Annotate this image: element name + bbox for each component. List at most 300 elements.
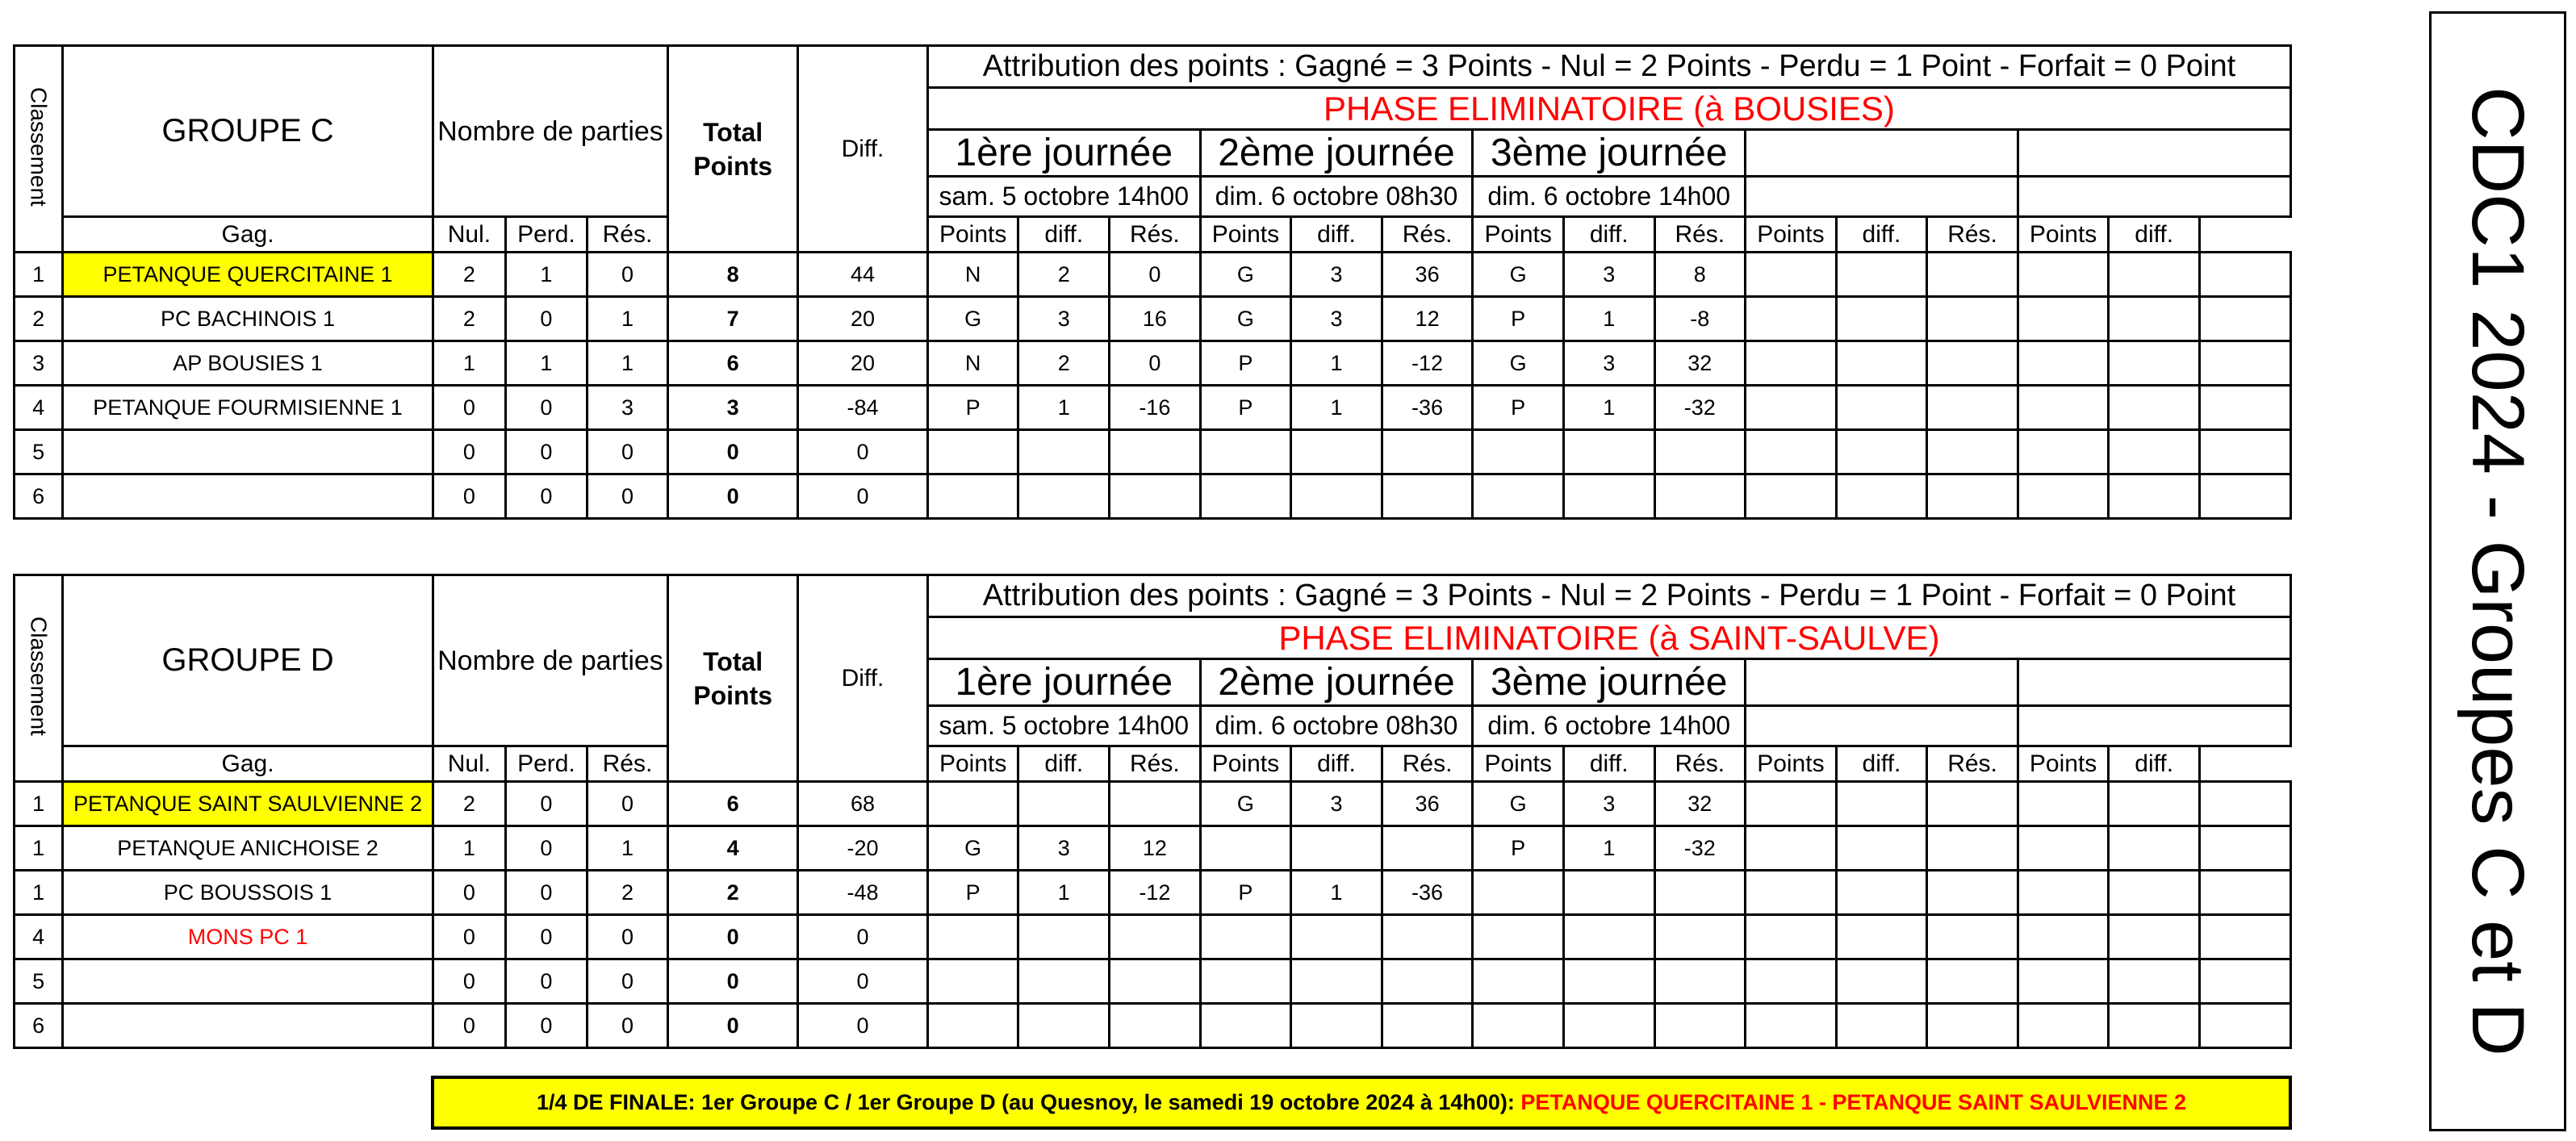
result-diff-cell: 32 (1654, 341, 1746, 386)
diff-sub-header: diff. (1291, 746, 1382, 782)
result-points-cell (2109, 826, 2200, 871)
day-label (2018, 659, 2290, 706)
points-header: Points (927, 217, 1018, 253)
gag-cell: 0 (433, 871, 505, 915)
team-name-cell: PC BACHINOIS 1 (63, 297, 433, 341)
result-diff-cell: 32 (1654, 782, 1746, 826)
result-diff-cell: 0 (1110, 253, 1201, 297)
result-diff-cell (1654, 871, 1746, 915)
result-diff-cell (2199, 1004, 2290, 1048)
result-cell (1473, 959, 1564, 1004)
nul-cell: 1 (506, 253, 588, 297)
result-cell: G (1473, 341, 1564, 386)
result-cell (2018, 915, 2109, 959)
table-row (15, 430, 2291, 474)
rank-cell: 1 (15, 782, 63, 826)
diff-cell: 68 (798, 782, 928, 826)
result-cell: G (1473, 253, 1564, 297)
result-cell (1200, 474, 1291, 519)
total-points-header: Total Points (668, 575, 798, 782)
diff-cell: 0 (798, 1004, 928, 1048)
result-diff-cell (1654, 430, 1746, 474)
gag-cell: 2 (433, 253, 505, 297)
result-diff-cell (1110, 1004, 1201, 1048)
team-name-cell (63, 1004, 433, 1048)
result-points-cell (1018, 782, 1110, 826)
result-points-cell (2109, 782, 2200, 826)
perd-cell: 0 (587, 915, 668, 959)
result-diff-cell (1110, 474, 1201, 519)
result-points-cell (1018, 1004, 1110, 1048)
nombre-parties-header: Nombre de parties (433, 575, 668, 746)
result-diff-cell: 8 (1654, 253, 1746, 297)
result-points-cell (1836, 826, 1927, 871)
result-cell: P (1200, 341, 1291, 386)
result-cell (1746, 341, 1837, 386)
day-date: dim. 6 octobre 08h30 (1200, 706, 1473, 746)
res-header: Rés. (1110, 746, 1201, 782)
result-cell: N (927, 253, 1018, 297)
result-diff-cell (1382, 959, 1473, 1004)
rank-cell: 3 (15, 341, 63, 386)
result-cell (1473, 474, 1564, 519)
result-cell: G (1473, 782, 1564, 826)
result-cell (1746, 297, 1837, 341)
table-row (15, 253, 2291, 297)
gag-cell: 0 (433, 430, 505, 474)
rank-cell: 1 (15, 253, 63, 297)
nul-cell: 0 (506, 826, 588, 871)
result-points-cell (1018, 474, 1110, 519)
team-name-cell: PETANQUE SAINT SAULVIENNE 2 (63, 782, 433, 826)
day-date: dim. 6 octobre 08h30 (1200, 177, 1473, 217)
result-diff-cell: -8 (1654, 297, 1746, 341)
day-label: 3ème journée (1473, 659, 1746, 706)
day-date: sam. 5 octobre 14h00 (927, 706, 1200, 746)
day-label: 1ère journée (927, 130, 1200, 177)
result-cell: G (1200, 297, 1291, 341)
day-label (1746, 659, 2018, 706)
result-diff-cell (2199, 430, 2290, 474)
res-header: Rés. (1110, 217, 1201, 253)
result-diff-cell: -12 (1110, 871, 1201, 915)
rank-cell: 1 (15, 871, 63, 915)
result-cell (2018, 386, 2109, 430)
result-cell (1473, 915, 1564, 959)
result-diff-cell (1110, 782, 1201, 826)
rank-cell: 1 (15, 826, 63, 871)
team-name-cell (63, 430, 433, 474)
result-points-cell (1836, 1004, 1927, 1048)
result-cell (1473, 1004, 1564, 1048)
result-cell (2018, 430, 2109, 474)
res-header: Rés. (1382, 217, 1473, 253)
result-diff-cell (1927, 297, 2018, 341)
result-points-cell (2109, 915, 2200, 959)
nul-cell: 0 (506, 474, 588, 519)
res-header: Rés. (1654, 217, 1746, 253)
result-points-cell: 1 (1563, 297, 1654, 341)
result-points-cell: 3 (1563, 253, 1654, 297)
result-diff-cell (1927, 826, 2018, 871)
diff-cell: -48 (798, 871, 928, 915)
total-cell: 0 (668, 474, 798, 519)
day-date (2018, 177, 2290, 217)
diff-cell: 0 (798, 430, 928, 474)
result-cell (2018, 1004, 2109, 1048)
result-points-cell (2109, 871, 2200, 915)
result-diff-cell: 12 (1110, 826, 1201, 871)
result-points-cell: 1 (1291, 386, 1382, 430)
result-points-cell (1291, 959, 1382, 1004)
team-name-cell: MONS PC 1 (63, 915, 433, 959)
result-cell: G (1200, 253, 1291, 297)
result-diff-cell (1927, 959, 2018, 1004)
result-points-cell (1836, 474, 1927, 519)
table-row (15, 826, 2291, 871)
final-match: PETANQUE QUERCITAINE 1 - PETANQUE SAINT SAULVIENNE 2 (1520, 1090, 2186, 1114)
nul-cell: 0 (506, 915, 588, 959)
team-name-cell (63, 474, 433, 519)
result-cell: P (1473, 386, 1564, 430)
result-diff-cell (1927, 253, 2018, 297)
result-cell (927, 474, 1018, 519)
team-name-cell: PC BOUSSOIS 1 (63, 871, 433, 915)
diff-cell: 20 (798, 297, 928, 341)
points-header: Points (927, 746, 1018, 782)
result-points-cell: 3 (1291, 253, 1382, 297)
table-row (15, 959, 2291, 1004)
result-diff-cell (1382, 474, 1473, 519)
result-points-cell (2109, 341, 2200, 386)
points-header: Points (1746, 217, 1837, 253)
points-header: Points (1473, 746, 1564, 782)
result-points-cell (1836, 871, 1927, 915)
rank-cell: 6 (15, 1004, 63, 1048)
nul-header: Nul. (433, 746, 505, 782)
perd-cell: 0 (587, 1004, 668, 1048)
result-points-cell (1291, 915, 1382, 959)
diff-sub-header: diff. (1018, 217, 1110, 253)
perd-header: Perd. (506, 746, 588, 782)
result-cell (1746, 871, 1837, 915)
result-points-cell (1018, 915, 1110, 959)
perd-cell: 3 (587, 386, 668, 430)
perd-cell: 0 (587, 959, 668, 1004)
perd-header: Perd. (506, 217, 588, 253)
table-row (15, 782, 2291, 826)
res-header: Rés. (587, 746, 668, 782)
points-attribution: Attribution des points : Gagné = 3 Points - Nul = 2 Points - Perdu = 1 Point - Forfait = 0 Point (927, 575, 2290, 617)
result-diff-cell (1382, 915, 1473, 959)
diff-cell: 0 (798, 915, 928, 959)
result-points-cell (1836, 430, 1927, 474)
result-points-cell (2109, 253, 2200, 297)
result-diff-cell (2199, 871, 2290, 915)
day-date (1746, 706, 2018, 746)
result-diff-cell: -12 (1382, 341, 1473, 386)
diff-sub-header: diff. (1563, 217, 1654, 253)
result-points-cell (1836, 959, 1927, 1004)
result-points-cell: 3 (1563, 782, 1654, 826)
result-points-cell (2109, 959, 2200, 1004)
group-c-table (13, 44, 2292, 520)
result-diff-cell (1382, 826, 1473, 871)
phase-title: PHASE ELIMINATOIRE (à BOUSIES) (927, 88, 2290, 130)
day-date: sam. 5 octobre 14h00 (927, 177, 1200, 217)
diff-sub-header: diff. (1836, 217, 1927, 253)
result-points-cell: 2 (1018, 253, 1110, 297)
result-points-cell (1563, 1004, 1654, 1048)
gag-cell: 0 (433, 386, 505, 430)
result-points-cell (1836, 341, 1927, 386)
day-date: dim. 6 octobre 14h00 (1473, 177, 1746, 217)
rank-cell: 5 (15, 959, 63, 1004)
result-cell (2018, 474, 2109, 519)
result-diff-cell (1927, 915, 2018, 959)
table-row (15, 915, 2291, 959)
result-diff-cell (2199, 386, 2290, 430)
result-diff-cell: 0 (1110, 341, 1201, 386)
result-diff-cell: -32 (1654, 826, 1746, 871)
result-points-cell (1836, 253, 1927, 297)
nombre-parties-header: Nombre de parties (433, 46, 668, 217)
result-points-cell: 1 (1291, 341, 1382, 386)
result-points-cell (1836, 915, 1927, 959)
result-points-cell: 3 (1291, 782, 1382, 826)
total-cell: 6 (668, 782, 798, 826)
day-label (2018, 130, 2290, 177)
result-points-cell: 3 (1563, 341, 1654, 386)
nul-header: Nul. (433, 217, 505, 253)
total-cell: 0 (668, 915, 798, 959)
result-diff-cell: 12 (1382, 297, 1473, 341)
result-diff-cell (2199, 782, 2290, 826)
result-cell (927, 430, 1018, 474)
result-cell (1746, 253, 1837, 297)
result-cell (1746, 1004, 1837, 1048)
result-cell: P (1473, 826, 1564, 871)
team-name-cell: AP BOUSIES 1 (63, 341, 433, 386)
result-diff-cell: -36 (1382, 386, 1473, 430)
result-diff-cell (1110, 915, 1201, 959)
day-label (1746, 130, 2018, 177)
result-cell (2018, 341, 2109, 386)
diff-sub-header: diff. (2109, 746, 2200, 782)
table-row (15, 871, 2291, 915)
result-diff-cell (2199, 253, 2290, 297)
result-diff-cell (2199, 474, 2290, 519)
day-label: 1ère journée (927, 659, 1200, 706)
result-points-cell (1018, 959, 1110, 1004)
result-points-cell: 2 (1018, 341, 1110, 386)
result-cell (2018, 782, 2109, 826)
points-header: Points (1200, 746, 1291, 782)
result-diff-cell (1927, 1004, 2018, 1048)
result-cell (2018, 253, 2109, 297)
result-cell (927, 1004, 1018, 1048)
gag-cell: 1 (433, 826, 505, 871)
rank-cell: 6 (15, 474, 63, 519)
result-diff-cell: 36 (1382, 253, 1473, 297)
diff-sub-header: diff. (1836, 746, 1927, 782)
gag-cell: 1 (433, 341, 505, 386)
diff-cell: 44 (798, 253, 928, 297)
diff-cell: 20 (798, 341, 928, 386)
result-points-cell (1563, 915, 1654, 959)
perd-cell: 0 (587, 430, 668, 474)
result-diff-cell (1110, 959, 1201, 1004)
result-cell (1746, 782, 1837, 826)
result-points-cell: 3 (1018, 826, 1110, 871)
result-diff-cell (2199, 341, 2290, 386)
result-cell (1200, 1004, 1291, 1048)
result-cell: G (1200, 782, 1291, 826)
table-row (15, 474, 2291, 519)
result-diff-cell (1927, 386, 2018, 430)
nul-cell: 0 (506, 959, 588, 1004)
group-name: GROUPE C (63, 46, 433, 217)
perd-cell: 0 (587, 782, 668, 826)
result-cell (1200, 959, 1291, 1004)
rank-cell: 2 (15, 297, 63, 341)
result-points-cell (2109, 1004, 2200, 1048)
result-cell (1746, 915, 1837, 959)
result-diff-cell (1654, 959, 1746, 1004)
result-diff-cell (1654, 474, 1746, 519)
diff-sub-header: diff. (1018, 746, 1110, 782)
result-diff-cell: -36 (1382, 871, 1473, 915)
result-cell (2018, 871, 2109, 915)
diff-sub-header: diff. (1563, 746, 1654, 782)
result-cell: P (1200, 871, 1291, 915)
classement-header: Classement (15, 46, 63, 253)
points-header: Points (1200, 217, 1291, 253)
points-header: Points (2018, 746, 2109, 782)
total-cell: 2 (668, 871, 798, 915)
result-cell (1473, 430, 1564, 474)
result-cell (1746, 386, 1837, 430)
result-diff-cell (1654, 1004, 1746, 1048)
result-cell (2018, 297, 2109, 341)
result-points-cell: 1 (1563, 386, 1654, 430)
result-cell (2018, 826, 2109, 871)
res-header: Rés. (587, 217, 668, 253)
result-cell (1746, 959, 1837, 1004)
total-cell: 0 (668, 959, 798, 1004)
result-cell (2018, 959, 2109, 1004)
result-cell: P (1200, 386, 1291, 430)
result-diff-cell (2199, 826, 2290, 871)
result-diff-cell (1927, 341, 2018, 386)
nul-cell: 0 (506, 1004, 588, 1048)
result-cell (927, 782, 1018, 826)
points-header: Points (1473, 217, 1564, 253)
points-header: Points (1746, 746, 1837, 782)
result-points-cell: 1 (1018, 871, 1110, 915)
result-diff-cell (2199, 915, 2290, 959)
final-label: 1/4 DE FINALE: 1er Groupe C / 1er Groupe D (au Quesnoy, le samedi 19 octobre 2024 à 14h00): (537, 1090, 1515, 1114)
result-diff-cell: -32 (1654, 386, 1746, 430)
team-name-cell: PETANQUE ANICHOISE 2 (63, 826, 433, 871)
result-diff-cell: -16 (1110, 386, 1201, 430)
gag-cell: 2 (433, 297, 505, 341)
result-points-cell (1291, 474, 1382, 519)
points-header: Points (2018, 217, 2109, 253)
total-cell: 6 (668, 341, 798, 386)
result-points-cell: 3 (1291, 297, 1382, 341)
table-row (15, 297, 2291, 341)
result-points-cell (1291, 826, 1382, 871)
gag-header: Gag. (63, 217, 433, 253)
result-points-cell: 1 (1291, 871, 1382, 915)
points-attribution: Attribution des points : Gagné = 3 Points - Nul = 2 Points - Perdu = 1 Point - Forfait = 0 Point (927, 46, 2290, 88)
day-label: 3ème journée (1473, 130, 1746, 177)
result-diff-cell (1382, 430, 1473, 474)
total-cell: 3 (668, 386, 798, 430)
result-diff-cell (1927, 782, 2018, 826)
result-diff-cell (1110, 430, 1201, 474)
perd-cell: 0 (587, 253, 668, 297)
total-cell: 0 (668, 430, 798, 474)
total-cell: 4 (668, 826, 798, 871)
result-cell (1746, 826, 1837, 871)
result-diff-cell (1927, 871, 2018, 915)
perd-cell: 1 (587, 341, 668, 386)
result-diff-cell (1654, 915, 1746, 959)
result-diff-cell (2199, 297, 2290, 341)
team-name-cell: PETANQUE QUERCITAINE 1 (63, 253, 433, 297)
day-label: 2ème journée (1200, 659, 1473, 706)
diff-cell: 0 (798, 959, 928, 1004)
side-title: CDC1 2024 - Groupes C et D (2457, 86, 2539, 1056)
total-points-header: Total Points (668, 46, 798, 253)
result-points-cell (1291, 430, 1382, 474)
result-cell (1200, 915, 1291, 959)
day-date (1746, 177, 2018, 217)
result-points-cell (2109, 430, 2200, 474)
result-cell: G (927, 826, 1018, 871)
table-row (15, 386, 2291, 430)
result-points-cell (1836, 297, 1927, 341)
result-cell (927, 959, 1018, 1004)
result-points-cell (1836, 386, 1927, 430)
diff-cell: -84 (798, 386, 928, 430)
gag-cell: 2 (433, 782, 505, 826)
result-cell (1746, 430, 1837, 474)
side-title-box (2429, 11, 2566, 1131)
group-name: GROUPE D (63, 575, 433, 746)
result-points-cell (1291, 1004, 1382, 1048)
diff-cell: 0 (798, 474, 928, 519)
result-cell (1746, 474, 1837, 519)
result-cell (1200, 826, 1291, 871)
group-d-table (13, 574, 2292, 1049)
gag-cell: 0 (433, 915, 505, 959)
result-cell: P (1473, 297, 1564, 341)
nul-cell: 1 (506, 341, 588, 386)
diff-sub-header: diff. (2109, 217, 2200, 253)
result-points-cell: 1 (1018, 386, 1110, 430)
perd-cell: 1 (587, 297, 668, 341)
diff-cell: -20 (798, 826, 928, 871)
phase-title: PHASE ELIMINATOIRE (à SAINT-SAULVE) (927, 617, 2290, 659)
result-points-cell (1018, 430, 1110, 474)
result-diff-cell: 36 (1382, 782, 1473, 826)
nul-cell: 0 (506, 871, 588, 915)
result-points-cell (1563, 871, 1654, 915)
result-diff-cell (1927, 430, 2018, 474)
